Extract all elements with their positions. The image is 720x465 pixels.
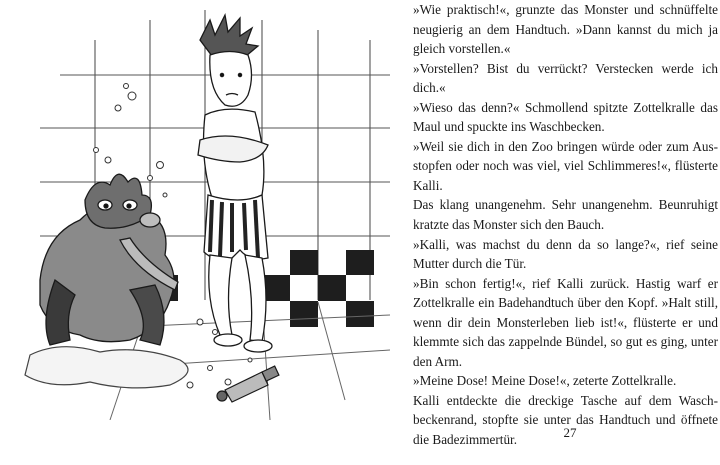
paragraph: »Weil sie dich in den Zoo bringen würde oder zum Ausstopfen oder noch was viel, viel Schlimmeres!«, flüsterte Kalli.: [413, 138, 718, 193]
paragraph: »Wie praktisch!«, grunzte das Monster und schnüffelte neugierig an dem Handtuch. »Dann kannst du mich ja gleich vorstellen.«: [413, 2, 718, 57]
paragraph: »Kalli, was machst du denn da so lange?«, rief seine Mutter durch die Tür.: [413, 236, 718, 272]
page-number: 27: [563, 425, 577, 440]
paragraph: Das klang unangenehm. Sehr unangenehm. Beunruhigt kratzte das Monster sich den Bauch.: [413, 197, 718, 233]
paragraph: »Bin schon fertig!«, rief Kalli zurück. Hastig warf er Zottelkralle ein Badehandtuch über den Kopf. »Halt still, wenn dir dein Monsterleben lieb ist!«, flüsterte er und klemmte sich das zappelnde Bündel, so gut es ging, unter den Arm.: [413, 275, 718, 369]
boy-kalli: [198, 15, 272, 352]
story-text: [413, 0, 718, 450]
bathroom-scene: [0, 0, 395, 420]
monster-zottelkralle: [40, 174, 178, 345]
paragraph: »Meine Dose! Meine Dose!«, zeterte Zottelkralle.: [413, 373, 677, 389]
paragraph: »Wieso das denn?« Schmollend spitzte Zottelkralle das Maul und spuckte ins Waschbecken.: [413, 99, 718, 135]
paragraph: Kalli entdeckte die dreckige Tasche auf dem Waschbeckenrand, stopfte sie unter das Handtuch und öffnete die Badezimmertür.: [413, 392, 718, 448]
water-puddle: [25, 347, 188, 388]
illustration: [0, 0, 395, 420]
paragraph: »Vorstellen? Bist du verrückt? Verstecken werde ich dich.«: [413, 60, 718, 96]
